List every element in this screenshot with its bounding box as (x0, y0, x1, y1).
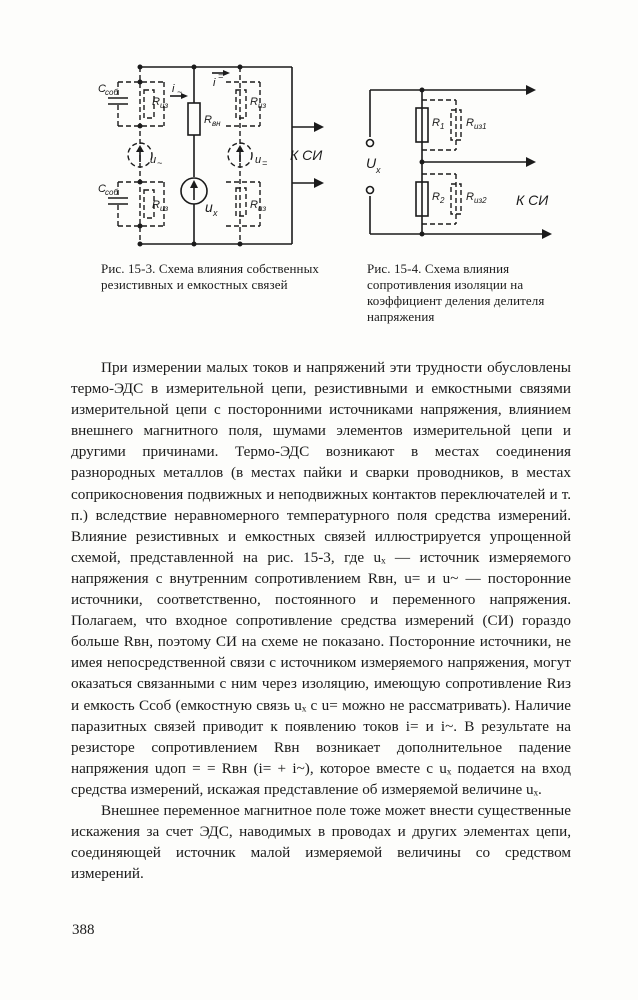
svg-text:R: R (152, 199, 160, 211)
figure-15-3-caption: Рис. 15-3. Схема влияния собственных резистивных и емкостных связей (101, 261, 320, 292)
svg-text:~: ~ (177, 87, 183, 97)
fig3-arrow-top (314, 122, 324, 132)
svg-text:R: R (250, 199, 258, 211)
fig3-label-rvn: R (204, 114, 212, 126)
svg-text:R: R (250, 96, 258, 108)
paragraph-2: Внешнее переменное магнитное поле тоже может внести существенные искажения за счет ЭДС, наводимых в проводах и других элементах цепи, соединяющей источник малой измеряемой величины со средством измерений. (71, 801, 571, 883)
fig3-resistor-riz-right-top (236, 90, 246, 118)
svg-text:C: C (98, 183, 106, 195)
svg-text:из: из (258, 204, 267, 213)
svg-text:i: i (213, 77, 216, 89)
paragraph-1: При измерении малых токов и напряжений эти трудности обусловлены термо-ЭДС в измерительной цепи, резистивными и емкостными связями измерительной цепи с посторонними источниками напряжения, влиянием внешнего магнитного поля, шумами элементов измерительной цепи и другими причинами. Термо-ЭДС возникают в местах соединения разнородных металлов (в местах пайки и сварки проводников, в местах соприкосновения подвижных и неподвижных контактов переключателей и т. п.) вследствие неравномерного температурного поля средства измерений. Влияние резистивных и емкостных связей иллюстрируется упрощенной схемой, представленной на рис. 15-3, где uₓ — источник измеряемого напряжения с внутренним сопротивлением Rвн, u= и u~ — посторонние источники, соответственно, постоянного и переменного напряжения. Полагаем, что входное сопротивление средства измерений (СИ) гораздо больше Rвн, поэтому СИ на схеме не показано. Посторонние источники, не имея непосредственной связи с источником измеряемого напряжения, могут оказаться связанными с ним через изоляцию, имеющую сопротивление Rиз и емкость Cсоб (емкостную связь uₓ с u= можно не рассматривать). Наличие паразитных связей приводит к появлению токов i= и i~. В результате на резисторе сопротивлением Rвн возникает дополнительное падение напряжения uдоп = = Rвн (i= + i~), которое вместе с uₓ подается на вход средства измерений, искажая представление об измеряемой величине uₓ. (71, 359, 571, 798)
svg-text:~: ~ (157, 158, 163, 168)
fig3-label-ux: u (205, 199, 213, 215)
figures-area (0, 0, 638, 340)
svg-text:из1: из1 (474, 122, 487, 131)
fig3-resistor-riz-right-bot (236, 188, 246, 216)
svg-text:соб: соб (105, 88, 118, 97)
svg-text:C: C (98, 83, 106, 95)
svg-text:u: u (255, 154, 262, 166)
svg-text:R: R (466, 191, 474, 203)
svg-text:x: x (376, 165, 381, 175)
svg-text:R: R (432, 117, 440, 129)
fig4-terminal-top (367, 140, 374, 147)
svg-text:1: 1 (440, 122, 445, 131)
figure-15-3-schematic (0, 0, 638, 260)
svg-text:=: = (218, 71, 224, 81)
svg-text:u: u (150, 154, 157, 166)
figure-15-4-caption: Рис. 15-4. Схема влияния сопротивления изоляции на коэффициент деления делителя напряжения (367, 261, 545, 324)
svg-text:из: из (160, 101, 169, 110)
fig3-resistor-rvn (188, 103, 200, 135)
fig3-arrow-bot (314, 178, 324, 188)
svg-text:x: x (213, 208, 218, 218)
body-text (71, 357, 571, 884)
svg-text:из2: из2 (474, 196, 487, 205)
svg-text:i: i (172, 83, 175, 95)
fig4-terminal-bot (367, 187, 374, 194)
svg-text:вн: вн (212, 119, 221, 128)
svg-text:R: R (466, 117, 474, 129)
svg-text:из: из (160, 204, 169, 213)
svg-text:R: R (432, 191, 440, 203)
svg-text:R: R (152, 96, 160, 108)
svg-text:из: из (258, 101, 267, 110)
fig3-label-k-si: К СИ (290, 147, 323, 163)
svg-text:2: 2 (440, 196, 445, 205)
page-number: 388 (72, 922, 95, 938)
svg-text:соб: соб (105, 188, 118, 197)
svg-text:=: = (262, 158, 268, 168)
svg-text:U: U (366, 155, 377, 171)
fig4-label-k-si: К СИ (516, 192, 549, 208)
